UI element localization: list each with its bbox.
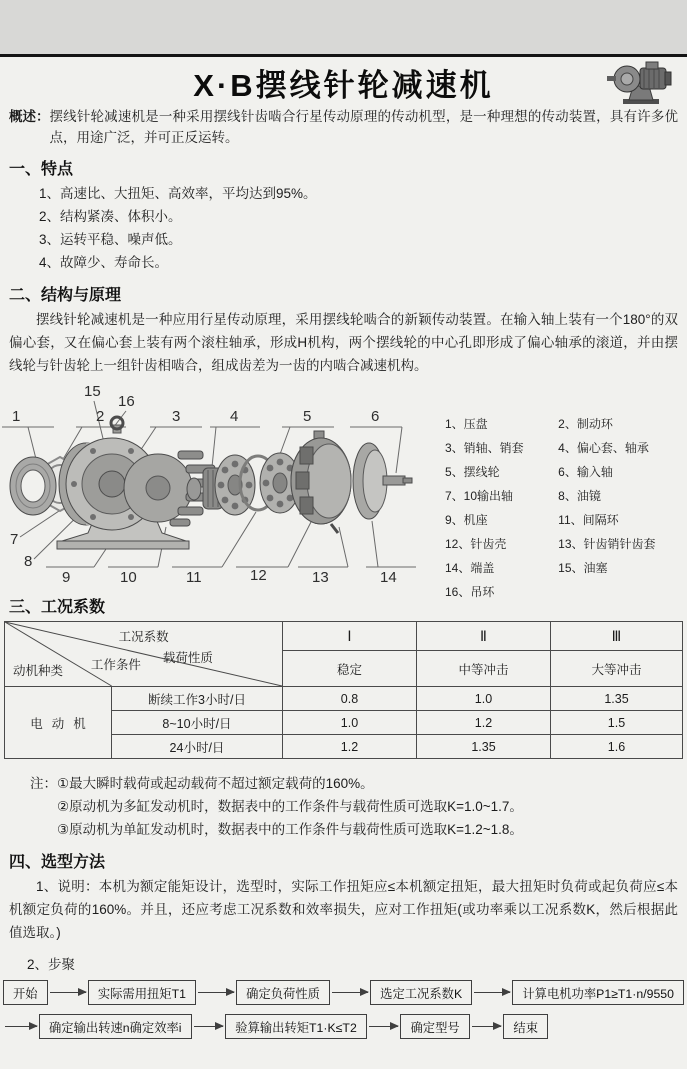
- input-shaft-part: [383, 476, 405, 485]
- exploded-view-drawing: [0, 381, 440, 586]
- document-page: [0, 54, 687, 1069]
- condition-cell: 24小时/日: [112, 735, 283, 759]
- page-title: X·B摆线针轮减速机: [193, 68, 494, 103]
- flow-step-motor-power: 计算电机功率P1≥T1·n/9550: [512, 980, 684, 1005]
- flow-step-start: 开始: [3, 980, 48, 1005]
- callout-number: 7: [10, 531, 19, 548]
- pressure-plate-part: [10, 457, 56, 515]
- part-label: 15、油塞: [558, 561, 608, 575]
- parts-list: [445, 415, 687, 600]
- overview-text: 摆线针轮减速机是一种采用摆线针齿啮合行星传动原理的传动机型，是一种理想的传动装置，具有许多优点，用途广泛，并可正反运转。: [49, 109, 678, 145]
- callout-number: 8: [24, 553, 33, 570]
- callout-number: 16: [118, 393, 135, 410]
- callout-number: 9: [62, 569, 71, 586]
- section-heading-features: 一、特点: [9, 161, 74, 178]
- gear-reducer-photo: [605, 59, 677, 107]
- callout-number: 12: [250, 567, 267, 584]
- flowchart-row-1: [3, 980, 684, 1005]
- value-cell: 0.8: [283, 687, 417, 711]
- overview-block: [9, 106, 678, 148]
- flow-arrow: [369, 1026, 399, 1028]
- flowchart-row-2: [3, 1014, 684, 1039]
- feature-item: 4、故障少、寿命长。: [39, 255, 169, 270]
- column-header: Ⅰ: [283, 622, 417, 651]
- working-condition-table: [4, 621, 683, 759]
- callout-number: 4: [230, 408, 239, 425]
- header-rule: [0, 54, 687, 57]
- part-label: 12、针齿壳: [445, 537, 507, 551]
- flow-arrow: [474, 992, 510, 994]
- feature-item: 2、结构紧凑、体积小。: [39, 209, 182, 224]
- callout-number: 6: [371, 408, 380, 425]
- load-type-cell: 大等冲击: [551, 651, 683, 687]
- part-label: 9、机座: [445, 513, 488, 527]
- value-cell: 1.0: [417, 687, 551, 711]
- callout-number: 3: [172, 408, 181, 425]
- corner-label-work-condition: 工作条件: [90, 658, 141, 672]
- note-line: ③原动机为单缸发动机时，数据表中的工作条件与载荷性质可选取K=1.2~1.8。: [57, 822, 523, 837]
- value-cell: 1.6: [551, 735, 683, 759]
- value-cell: 1.35: [551, 687, 683, 711]
- flow-step-end: 结束: [503, 1014, 548, 1039]
- part-label: 6、输入轴: [558, 465, 613, 479]
- feature-item: 3、运转平稳、噪声低。: [39, 232, 182, 247]
- value-cell: 1.2: [417, 711, 551, 735]
- spacer-disc-part: [187, 478, 201, 500]
- exploded-view-figure: [0, 381, 687, 599]
- callout-number: 1: [12, 408, 21, 425]
- part-label: 8、油镜: [558, 489, 601, 503]
- callout-number: 13: [312, 569, 329, 586]
- corner-label-coefficient: 工况系数: [118, 630, 169, 644]
- part-label: 1、压盘: [445, 417, 488, 431]
- value-cell: 1.2: [283, 735, 417, 759]
- flow-arrow: [332, 992, 368, 994]
- notes-label: 注：: [30, 776, 57, 791]
- part-label: 16、吊环: [445, 585, 495, 599]
- part-label: 14、端盖: [445, 561, 495, 575]
- condition-cell: 8~10小时/日: [112, 711, 283, 735]
- structure-text: 摆线针轮减速机是一种应用行星传动原理，采用摆线轮啮合的新颖传动装置。在输入轴上装有一个180°的双偏心套，又在偏心套上装有两个滚柱轴承，形成H机构，两个摆线轮的中心孔即形成了偏心轴承的滚道，并由摆线轮与针齿轮上一组针齿相啮合，组成齿差为一齿的内啮合减速机构。: [9, 312, 678, 373]
- value-cell: 1.5: [551, 711, 683, 735]
- part-label: 3、销轴、销套: [445, 441, 524, 455]
- flow-step-output-speed: 确定输出转速n确定效率i: [39, 1014, 192, 1039]
- column-header: Ⅲ: [551, 622, 683, 651]
- flow-step-load-nature: 确定负荷性质: [236, 980, 330, 1005]
- motor-group-cell: 电动机: [5, 687, 112, 759]
- note-line: ①最大瞬时载荷或起动载荷不超过额定载荷的160%。: [57, 776, 374, 791]
- feature-item: 1、高速比、大扭矩、高效率，平均达到95%。: [39, 186, 317, 201]
- part-label: 2、制动环: [558, 417, 613, 431]
- condition-cell: 断续工作3小时/日: [112, 687, 283, 711]
- flow-arrow: [472, 1026, 502, 1028]
- callout-number: 11: [186, 569, 202, 586]
- flow-arrow: [198, 992, 234, 994]
- part-label: 4、偏心套、轴承: [558, 441, 649, 455]
- load-type-cell: 中等冲击: [417, 651, 551, 687]
- callout-number: 15: [84, 383, 101, 400]
- load-type-cell: 稳定: [283, 651, 417, 687]
- section-heading-structure: 二、结构与原理: [9, 287, 122, 304]
- section-heading-coefficients: 三、工况系数: [9, 599, 106, 616]
- part-label: 5、摆线轮: [445, 465, 500, 479]
- corner-label-motor-type: 动机种类: [13, 664, 64, 678]
- selection-text: 1、说明：本机为额定能矩设计，选型时，实际工作扭矩应≤本机额定扭矩，最大扭矩时负荷或起负荷应≤本机额定负荷的160%。并且，还应考虑工况系数和效率损失，应对工作扭矩(或功率乘以工况系数K，然后根据此值选取。): [9, 879, 678, 940]
- value-cell: 1.35: [417, 735, 551, 759]
- callout-number: 2: [96, 408, 105, 425]
- value-cell: 1.0: [283, 711, 417, 735]
- table-notes: [30, 772, 687, 841]
- end-cover-part: [353, 443, 412, 519]
- flow-arrow: [50, 992, 86, 994]
- callout-number: 5: [303, 408, 312, 425]
- note-line: ②原动机为多缸发动机时，数据表中的工作条件与载荷性质可选取K=1.0~1.7。: [57, 799, 523, 814]
- pin-gear-housing-part: [291, 431, 351, 533]
- table-corner-cell: [5, 622, 283, 687]
- corner-label-load-nature: 载荷性质: [162, 651, 213, 665]
- callout-number: 10: [120, 569, 137, 586]
- flow-step-check-torque: 验算输出转矩T1·K≤T2: [225, 1014, 367, 1039]
- steps-label: 2、步聚: [27, 957, 76, 972]
- flow-step-torque: 实际需用扭矩T1: [88, 980, 196, 1005]
- column-header: Ⅱ: [417, 622, 551, 651]
- section-heading-selection: 四、选型方法: [9, 854, 106, 871]
- flow-step-coefficient: 选定工况系数K: [370, 980, 472, 1005]
- callout-number: 14: [380, 569, 397, 586]
- flow-arrow: [5, 1026, 37, 1028]
- flow-arrow: [194, 1026, 224, 1028]
- part-label: 11、间隔环: [558, 513, 619, 527]
- part-label: 7、10输出轴: [445, 489, 514, 503]
- flow-step-model: 确定型号: [400, 1014, 469, 1039]
- part-label: 13、针齿销针齿套: [558, 537, 656, 551]
- overview-label: 概述：: [9, 109, 50, 124]
